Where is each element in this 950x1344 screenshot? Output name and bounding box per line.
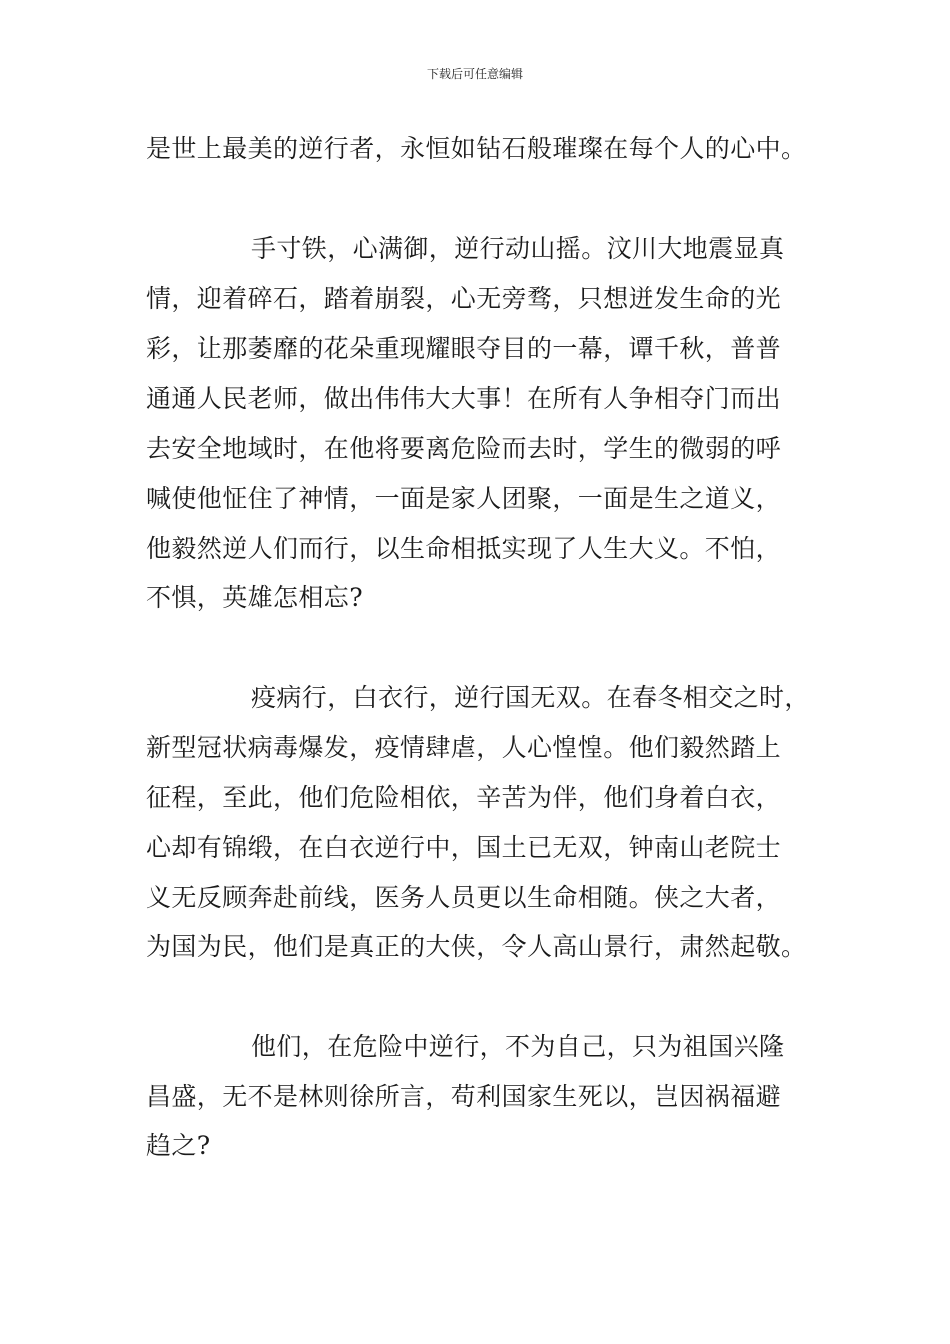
paragraph-4-line-1: 他们，在危险中逆行，不为自己，只为祖国兴隆 [251, 1032, 785, 1061]
paragraph-1-line-1: 是世上最美的逆行者，永恒如钻石般璀璨在每个人的心中。 [146, 134, 807, 163]
paragraph-3-line-5: 义无反顾奔赴前线，医务人员更以生命相随。侠之大者， [146, 883, 782, 912]
paragraph-3-line-4: 心却有锦缎，在白衣逆行中，国土已无双，钟南山老院士 [146, 833, 782, 862]
paragraph-3-line-2: 新型冠状病毒爆发，疫情肆虐，人心惶惶。他们毅然踏上 [146, 733, 782, 762]
paragraph-2-line-4: 通通人民老师，做出伟伟大大事！在所有人争相夺门而出 [146, 384, 782, 413]
paragraph-2-line-8: 不惧，英雄怎相忘? [146, 583, 364, 612]
paragraph-2-line-2: 情，迎着碎石，踏着崩裂，心无旁骛，只想迸发生命的光 [146, 284, 782, 313]
paragraph-2-line-7: 他毅然逆人们而行，以生命相抵实现了人生大义。不怕， [146, 534, 782, 563]
paragraph-3-line-6: 为国为民，他们是真正的大侠，令人高山景行，肃然起敬。 [146, 932, 807, 961]
paragraph-2-line-1: 手寸铁，心满御，逆行动山摇。汶川大地震显真 [251, 234, 785, 263]
paragraph-2-line-6: 喊使他怔住了神情，一面是家人团聚，一面是生之道义， [146, 484, 782, 513]
page-header-note: 下载后可任意编辑 [426, 67, 523, 81]
paragraph-2-line-5: 去安全地域时，在他将要离危险而去时，学生的微弱的呼 [146, 434, 782, 463]
paragraph-4-line-3: 趋之? [146, 1131, 211, 1160]
paragraph-3-line-3: 征程，至此，他们危险相依，辛苦为伴，他们身着白衣， [146, 783, 782, 812]
paragraph-4-line-2: 昌盛，无不是林则徐所言，苟利国家生死以，岂因祸福避 [146, 1082, 782, 1111]
paragraph-2-line-3: 彩，让那萎靡的花朵重现耀眼夺目的一幕，谭千秋，普普 [146, 334, 782, 363]
paragraph-3-line-1: 疫病行，白衣行，逆行国无双。在春冬相交之时， [251, 683, 810, 712]
